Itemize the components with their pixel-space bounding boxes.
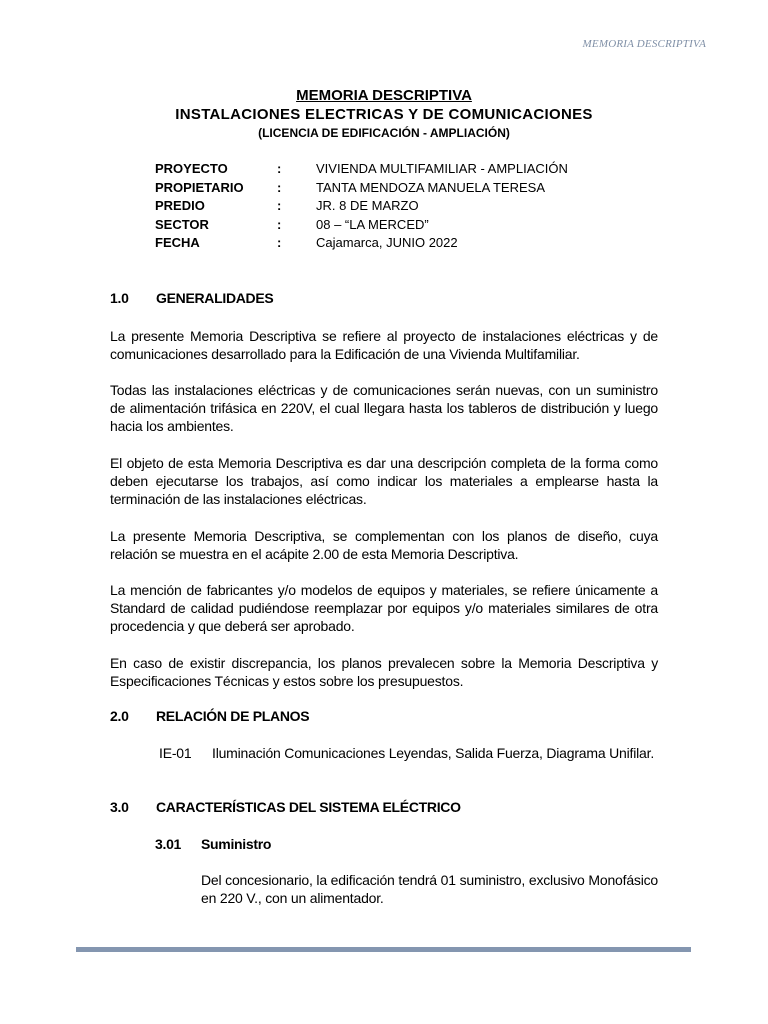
info-label: FECHA [155, 235, 200, 250]
running-header: MEMORIA DESCRIPTIVA [582, 38, 706, 50]
plan-description: Iluminación Comunicaciones Leyendas, Salida Fuerza, Diagrama Unifilar. [212, 745, 655, 761]
section-heading-caracteristicas [110, 799, 461, 815]
info-colon: : [277, 179, 282, 195]
info-value: JR. 8 DE MARZO [316, 198, 419, 213]
paragraph: La mención de fabricantes y/o modelos de equipos y materiales, se refiere únicamente a Standard de calidad pudiéndose reemplazar por equipos y/o materiales similares de otra procedencia y que deberá ser aprobado. [110, 582, 658, 634]
document-title: MEMORIA DESCRIPTIVA [296, 87, 472, 104]
section-title: RELACIÓN DE PLANOS [156, 708, 310, 724]
section-title: GENERALIDADES [156, 290, 274, 306]
plan-code: IE-01 [159, 745, 192, 761]
info-colon: : [277, 198, 282, 213]
info-label: PROYECTO [155, 161, 228, 176]
info-label: SECTOR [155, 216, 209, 232]
section-number: 3.0 [110, 799, 129, 815]
subsection-title: Suministro [201, 836, 272, 852]
section-number: 1.0 [110, 290, 129, 306]
info-colon: : [277, 161, 282, 176]
subsection-number: 3.01 [155, 836, 182, 852]
section-title: CARACTERÍSTICAS DEL SISTEMA ELÉCTRICO [156, 799, 461, 815]
info-colon: : [277, 235, 282, 250]
paragraph: El objeto de esta Memoria Descriptiva es dar una descripción completa de la forma como deben ejecutarse los trabajos, así como indicar los materiales a emplearse hasta la terminación de las instalaciones eléctricas. [110, 455, 658, 507]
plan-list-item [159, 745, 654, 761]
info-label: PREDIO [155, 198, 205, 213]
subsection-heading-suministro [155, 836, 271, 852]
info-value: TANTA MENDOZA MANUELA TERESA [316, 179, 545, 195]
info-value: VIVIENDA MULTIFAMILIAR - AMPLIACIÓN [316, 161, 568, 176]
paragraph: La presente Memoria Descriptiva, se complementan con los planos de diseño, cuya relación se muestra en el acápite 2.00 de esta Memoria Descriptiva. [110, 528, 658, 562]
info-value: Cajamarca, JUNIO 2022 [316, 235, 458, 250]
info-colon: : [277, 216, 282, 232]
document-license-note: (LICENCIA DE EDIFICACIÓN - AMPLIACIÓN) [258, 126, 510, 140]
footer-divider [76, 947, 691, 952]
info-label: PROPIETARIO [155, 179, 244, 195]
section-heading-generalidades [110, 290, 273, 306]
paragraph: Todas las instalaciones eléctricas y de comunicaciones serán nuevas, con un suministro de alimentación trifásica en 220V, el cual llegara hasta los tableros de distribución y luego hacia los ambientes. [110, 382, 658, 434]
info-value: 08 – “LA MERCED” [316, 216, 429, 232]
section-number: 2.0 [110, 708, 129, 724]
document-subtitle: INSTALACIONES ELECTRICAS Y DE COMUNICACIONES [175, 106, 593, 123]
section-heading-relacion-planos [110, 708, 309, 724]
paragraph: En caso de existir discrepancia, los planos prevalecen sobre la Memoria Descriptiva y Especificaciones Técnicas y estos sobre los presupuestos. [110, 655, 658, 689]
title-block [0, 86, 768, 141]
paragraph: La presente Memoria Descriptiva se refiere al proyecto de instalaciones eléctricas y de comunicaciones desarrollado para la Edificación de una Vivienda Multifamiliar. [110, 328, 658, 362]
paragraph: Del concesionario, la edificación tendrá 01 suministro, exclusivo Monofásico en 220 V., con un alimentador. [201, 872, 658, 906]
